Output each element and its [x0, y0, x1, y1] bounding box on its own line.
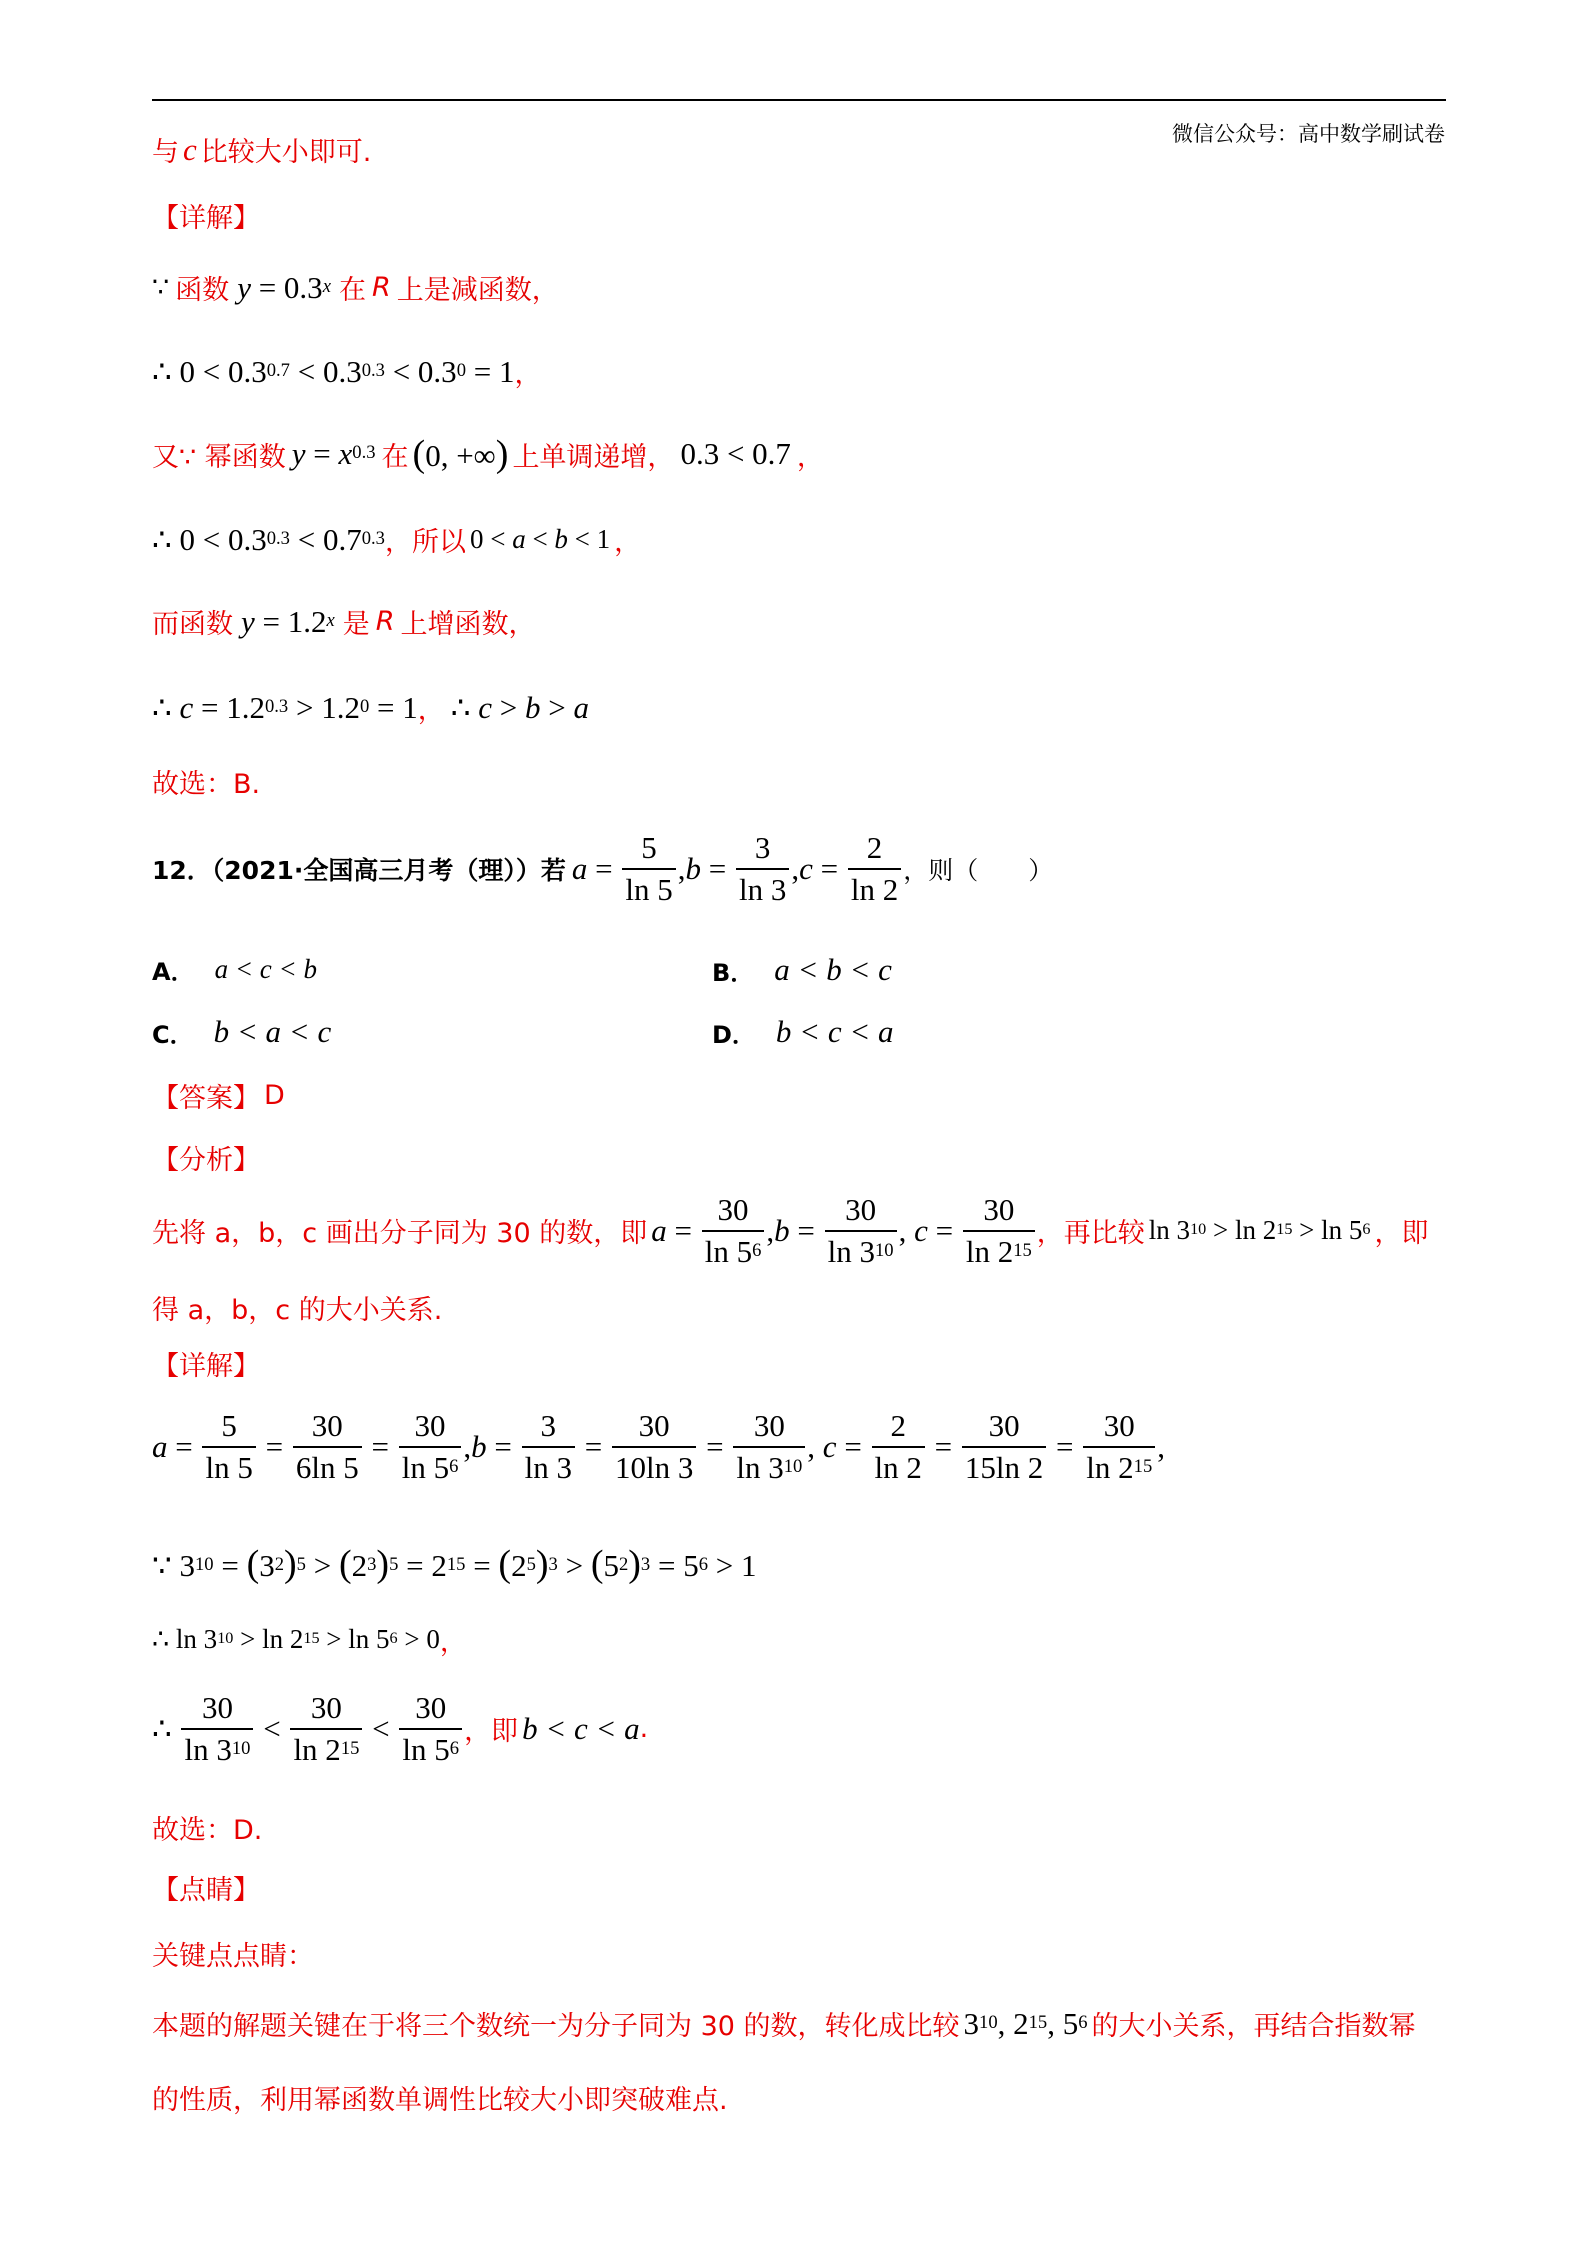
prev-line-4: ∴ $0 < 0.3^{0.3} < 0.7^{0.3}$ ，所以 0 < a < b < 1 ，	[152, 521, 642, 558]
option-b[interactable]: B． a < b < c	[712, 952, 892, 987]
summary-line-2: 的性质，利用幂函数单调性比较大小即突破难点.	[152, 2085, 728, 2116]
analysis-line-1: 先将 a，b，c 画出分子同为 30 的数，即 a = $\frac{30}{\ln 5^6}$ , b = $\frac{30}{\ln 3^{10}}$ , c = $\frac{30}{\ln 2^{15}}$ ，再比较 $\ln 3^{10} > \ln 2^{15} > \ln 5^6$ ，即	[152, 1192, 1429, 1269]
header-rule	[152, 99, 1446, 101]
prev-intro-a: 与	[152, 137, 179, 168]
detail-line-2: ∵ $3^{10} = (3^2)^5 > (2^3)^5 = 2^{15} = (2^5)^3 > (5^2)^3 = 5^6 > 1$	[152, 1543, 757, 1585]
header-wechat-text: 微信公众号：高中数学刷试卷	[1172, 122, 1445, 146]
detail-line-4: ∴ $\frac{30}{\ln 3^{10}}$ < $\frac{30}{\ln 2^{15}}$ < $\frac{30}{\ln 5^6}$ ，即 b < c < a .	[152, 1690, 649, 1767]
key-point-label: 关键点点睛：	[152, 1941, 314, 1972]
prev-line-3: 又∵ 幂函数 $y = x^{0.3}$ 在 (0, +∞) 上单调递增， 0.3 < 0.7 ，	[152, 433, 824, 475]
prev-detail-label: 【详解】	[152, 203, 260, 234]
answer-value: D	[264, 1080, 285, 1111]
answer-line	[152, 1076, 285, 1115]
q12-suffix: ，则（ ）	[903, 855, 1054, 885]
option-a[interactable]: A． a < c < b	[152, 954, 318, 986]
analysis-line-2: 得 a，b，c 的大小关系.	[152, 1295, 443, 1326]
prev-line-6: ∴ $c = 1.2^{0.3} > 1.2^0 = 1$ ， ∴ c > b > a	[152, 689, 589, 726]
prev-line-2: ∴ $0 < 0.3^{0.7} < 0.3^{0.3} < 0.3^0 = 1$ ，	[152, 353, 542, 390]
analysis-label: 【分析】	[152, 1145, 260, 1176]
prev-intro-line	[152, 130, 371, 169]
prev-line-1: ∵ 函数 $y = 0.3^x$ 在 R 上是减函数，	[152, 269, 559, 306]
summary-line-1: 本题的解题关键在于将三个数统一为分子同为 30 的数，转化成比较 $3^{10}$, $2^{15}$, $5^6$ 的大小关系，再结合指数幂	[152, 2005, 1416, 2042]
prev-intro-c: c	[183, 131, 197, 167]
detail-line-3: ∴ $\ln 3^{10} > \ln 2^{15} > \ln 5^6 > 0$ ，	[152, 1624, 467, 1658]
q12-choose: 故选：D.	[152, 1815, 263, 1846]
option-c[interactable]: C． b < a < c	[152, 1014, 332, 1049]
option-d[interactable]: D． b < c < a	[712, 1014, 894, 1049]
detail-line-1: a = $\frac{5}{\ln 5}$ = $\frac{30}{6\ln 5}$ = $\frac{30}{\ln 5^6}$ , b = $\frac{3}{\ln 3}$ = $\frac{30}{10\ln 3}$ = $\frac{30}{\ln 3^{10}}$ , c = $\frac{2}{\ln 2}$ = $\frac{30}{15\ln 2}$ = $\frac{30}{\ln 2^{15}}$ ,	[152, 1408, 1165, 1485]
prev-intro-b: 比较大小即可.	[200, 137, 372, 168]
comment-label: 【点睛】	[152, 1875, 260, 1906]
answer-label: 【答案】	[152, 1083, 260, 1114]
q12-stem: 12．（2021·全国高三月考（理））若 a = $\frac{5}{\ln 5}$ , b = $\frac{3}{\ln 3}$ , c = $\frac{2}{\ln 2}$ ，则（ ）	[152, 830, 1054, 907]
q12-number: 12．（2021·全国高三月考（理））若	[152, 855, 566, 885]
detail-label: 【详解】	[152, 1351, 260, 1382]
prev-line-5: 而函数 $y = 1.2^x$ 是 R 上增函数，	[152, 603, 536, 640]
prev-choose: 故选：B.	[152, 769, 261, 800]
